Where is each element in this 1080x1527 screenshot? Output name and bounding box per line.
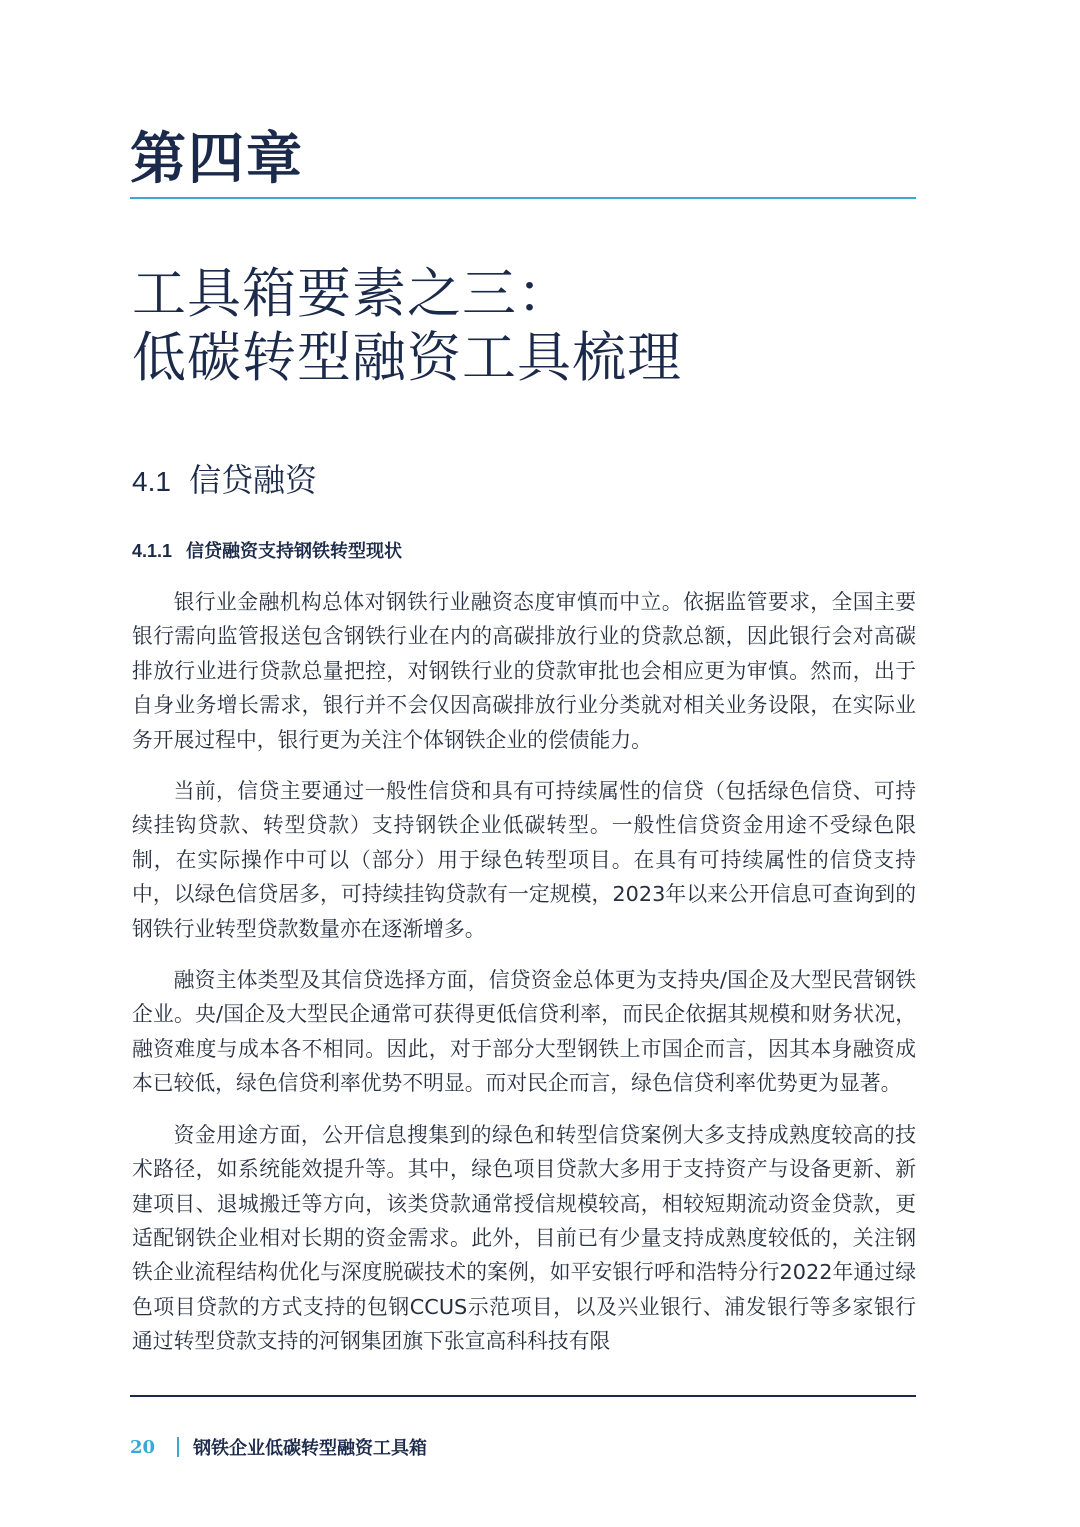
paragraph: 银行业金融机构总体对钢铁行业融资态度审慎而中立。依据监管要求，全国主要银行需向监管报送包含钢铁行业在内的高碳排放行业的贷款总额，因此银行会对高碳排放行业进行贷款总量把控，对钢铁行业的贷款审批也会相应更为审慎。然而，出于自身业务增长需求，银行并不会仅因高碳排放行业分类就对相关业务设限，在实际业务开展过程中，银行更为关注个体钢铁企业的偿债能力。 [132,590,916,752]
paragraph: 资金用途方面，公开信息搜集到的绿色和转型信贷案例大多支持成熟度较高的技术路径，如系统能效提升等。其中，绿色项目贷款大多用于支持资产与设备更新、新建项目、退城搬迁等方向，该类贷款通常授信规模较高，相较短期流动资金贷款，更适配钢铁企业相对长期的资金需求。此外，目前已有少量支持成熟度较低的，关注钢铁企业流程结构优化与深度脱碳技术的案例，如平安银行呼和浩特分行2022年通过绿色项目贷款的方式支持的包钢CCUS示范项目，以及兴业银行、浦发银行等多家银行通过转型贷款支持的河钢集团旗下张宣高科科技有限 [132,1122,916,1354]
paragraph: 融资主体类型及其信贷选择方面，信贷资金总体更为支持央/国企及大型民营钢铁企业。央/国企及大型民企通常可获得更低信贷利率，而民企依据其规模和财务状况，融资难度与成本各不相同。因此，对于部分大型钢铁上市国企而言，因其本身融资成本已较低，绿色信贷利率优势不明显。而对民企而言，绿色信贷利率优势更为显著。 [132,968,916,1096]
footer-divider [130,1395,916,1397]
chapter-divider [130,197,916,199]
section-title [132,262,682,390]
chapter-title: 第四章 [130,127,304,192]
subsection-title: 信贷融资 [188,461,317,499]
book-title: 钢铁企业低碳转型融资工具箱 [193,1438,428,1459]
page-number: 20 [130,1436,156,1458]
page-footer [130,1432,427,1462]
paragraph: 当前，信贷主要通过一般性信贷和具有可持续属性的信贷（包括绿色信贷、可持续挂钩贷款、转型贷款）支持钢铁企业低碳转型。一般性信贷资金用途不受绿色限制，在实际操作中可以（部分）用于绿色转型项目。在具有可持续属性的信贷支持中，以绿色信贷居多，可持续挂钩贷款有一定规模，2023年以来公开信息可查询到的钢铁行业转型贷款数量亦在逐渐增多。 [132,779,916,941]
section-title-line-2: 低碳转型融资工具梳理 [132,326,682,389]
subsubsection-heading [132,537,402,566]
body-text [132,585,916,1376]
subsection-heading [132,458,317,504]
subsubsection-title: 信贷融资支持钢铁转型现状 [186,541,403,562]
subsection-number: 4.1 [132,466,171,497]
section-title-line-1: 工具箱要素之三： [132,262,572,325]
footer-separator [177,1437,179,1457]
subsubsection-number: 4.1.1 [132,541,173,561]
